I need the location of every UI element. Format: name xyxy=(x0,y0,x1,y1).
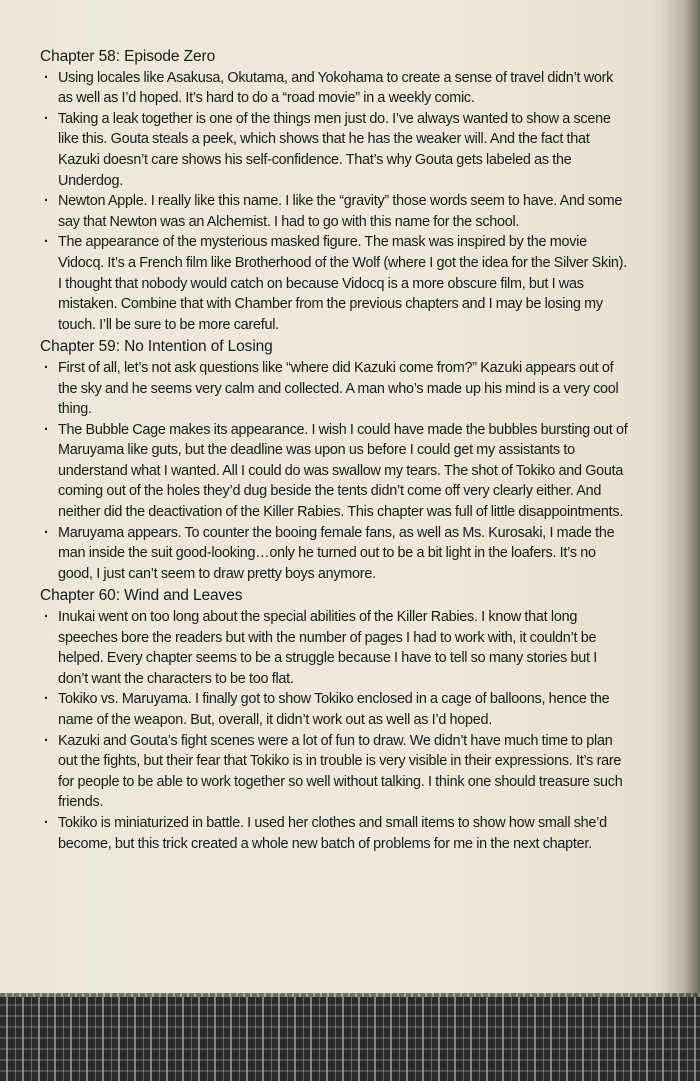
chapter-title: Chapter 60: Wind and Leaves xyxy=(40,587,243,605)
note-item: · Kazuki and Gouta’s fight scenes were a lot of fun to draw. We didn’t have much time to plan out the fights, but their fear that Tokiko is in trouble is very visible in their expressions. It’s rare for people to be able to work together so well without talking. I think one should treasure such friends. xyxy=(40,731,628,813)
chapter-title: Chapter 58: Episode Zero xyxy=(40,48,216,65)
note-item: · Newton Apple. I really like this name. I like the “gravity” those words seem to have. And some say that Newton was an Alchemist. I had to go with this name for the school. xyxy=(40,191,628,232)
chapter-58 xyxy=(40,47,628,335)
note-item: · Taking a leak together is one of the things men just do. I’ve always wanted to show a scene like this. Gouta steals a peek, which shows that he has the weaker will. And the fact that Kazuki doesn’t care shows his self-confidence. That’s why Gouta gets labeled as the Underdog. xyxy=(40,109,628,191)
note-item: · The Bubble Cage makes its appearance. I wish I could have made the bubbles bursting out of Maruyama like guts, but the deadline was upon us before I could get my assistants to understand what I wanted. All I could do was swallow my tears. The shot of Tokiko and Gouta coming out of the holes they’d dug beside the tents didn’t come off very clearly either. And neither did the deactivation of the Killer Rabies. This chapter was full of little disappointments. xyxy=(40,420,628,523)
chapter-notes xyxy=(40,68,628,336)
note-item: · First of all, let’s not ask questions like “where did Kazuki come from?” Kazuki appears out of the sky and he seems very calm and collected. A man who’s made up his mind is a very cool thing. xyxy=(40,358,628,420)
chapter-notes xyxy=(40,607,628,854)
chapter-60 xyxy=(40,586,628,854)
note-item: · Tokiko vs. Maruyama. I finally got to show Tokiko enclosed in a cage of balloons, hence the name of the weapon. But, overall, it didn’t work out as well as I’d hoped. xyxy=(40,689,628,730)
chapter-title: Chapter 59: No Intention of Losing xyxy=(40,338,273,356)
note-item: · Maruyama appears. To counter the booing female fans, as well as Ms. Kurosaki, I made the man inside the suit good-looking…only he turned out to be a bit light in the loafers. It’s no good, I just can’t seem to draw pretty boys anymore. xyxy=(40,523,628,585)
spine-shadow xyxy=(660,0,700,1000)
note-item: · Tokiko is miniaturized in battle. I used her clothes and small items to show how small she’d become, but this trick created a whole new batch of problems for me in the next chapter. xyxy=(40,813,628,854)
note-item: · The appearance of the mysterious masked figure. The mask was inspired by the movie Vidocq. It’s a French film like Brotherhood of the Wolf (where I got the idea for the Silver Skin). I thought that nobody would catch on because Vidocq is a more obscure film, but I was mistaken. Combine that with Chamber from the previous chapters and I may be losing my touch. I’ll be sure to be more careful. xyxy=(40,232,628,335)
chapter-notes xyxy=(40,358,628,585)
decorative-bottom-band xyxy=(0,997,700,1081)
chapter-59 xyxy=(40,337,628,584)
note-item: · Using locales like Asakusa, Okutama, and Yokohama to create a sense of travel didn’t work as well as I’d hoped. It’s hard to do a “road movie” in a weekly comic. xyxy=(40,68,628,109)
commentary-text xyxy=(40,47,628,854)
note-item: · Inukai went on too long about the special abilities of the Killer Rabies. I know that long speeches bore the readers but with the number of pages I had to work with, it couldn’t be helped. Every chapter seems to be a struggle because I have to tell so many stories but I don’t want the characters to be too flat. xyxy=(40,607,628,689)
